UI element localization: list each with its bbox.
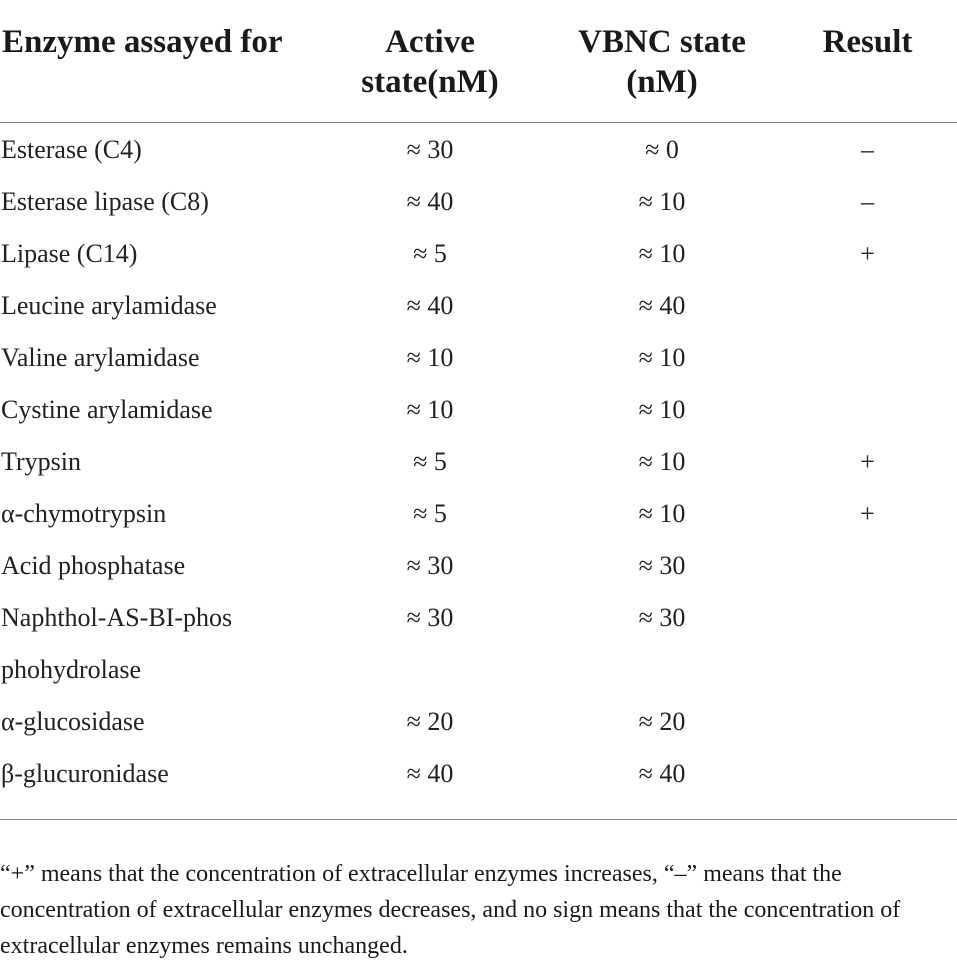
table-row [0, 696, 957, 748]
table-row [0, 384, 957, 436]
result-cell: – [861, 187, 874, 216]
enzyme-cell: α-chymotrypsin [1, 499, 167, 528]
enzyme-cell: Leucine arylamidase [1, 291, 217, 320]
enzyme-cell: Esterase lipase (C8) [1, 187, 209, 216]
vbnc-cell: ≈ 0 [645, 135, 679, 164]
active-cell: ≈ 5 [413, 499, 447, 528]
table-bottom-rule [0, 819, 957, 820]
header-result: Result [822, 24, 913, 60]
active-cell: ≈ 10 [406, 395, 454, 424]
vbnc-cell: ≈ 10 [638, 187, 686, 216]
active-cell: ≈ 5 [413, 239, 447, 268]
table-header [0, 0, 957, 123]
enzyme-cell: Cystine arylamidase [1, 395, 213, 424]
enzyme-cell: Naphthol-AS-BI-phosphohydrolase [1, 603, 233, 684]
vbnc-cell: ≈ 10 [638, 447, 686, 476]
active-cell: ≈ 5 [413, 447, 447, 476]
header-vbnc-state: VBNC state (nM) [578, 24, 746, 100]
result-cell: + [860, 239, 875, 268]
header-active-state: Active state(nM) [361, 24, 499, 100]
table-row [0, 592, 957, 696]
active-cell: ≈ 10 [406, 343, 454, 372]
active-cell: ≈ 30 [406, 551, 454, 580]
table-row [0, 540, 957, 592]
active-cell: ≈ 40 [406, 759, 454, 788]
vbnc-cell: ≈ 40 [638, 291, 686, 320]
enzyme-cell: β-glucuronidase [1, 759, 169, 788]
active-cell: ≈ 20 [406, 707, 454, 736]
enzyme-cell: Valine arylamidase [1, 343, 200, 372]
table-row [0, 436, 957, 488]
header-enzyme: Enzyme assayed for [2, 24, 283, 60]
enzyme-cell: Trypsin [1, 447, 81, 476]
vbnc-cell: ≈ 40 [638, 759, 686, 788]
enzyme-cell: Lipase (C14) [1, 239, 138, 268]
active-cell: ≈ 30 [406, 603, 454, 632]
vbnc-cell: ≈ 20 [638, 707, 686, 736]
table-row [0, 332, 957, 384]
enzyme-cell: α-glucosidase [1, 707, 145, 736]
vbnc-cell: ≈ 10 [638, 343, 686, 372]
enzyme-cell: Esterase (C4) [1, 135, 142, 164]
active-cell: ≈ 40 [406, 291, 454, 320]
table-body [0, 123, 957, 800]
vbnc-cell: ≈ 30 [638, 551, 686, 580]
table-row [0, 228, 957, 280]
result-cell: + [860, 499, 875, 528]
vbnc-cell: ≈ 30 [638, 603, 686, 632]
table-footnote: “+” means that the concentration of extracellular enzymes increases, “–” means that the concentration of extracellular enzymes decreases, and no sign means that the concentration of extracellular enzymes remains unchanged. [0, 861, 901, 959]
active-cell: ≈ 30 [406, 135, 454, 164]
active-cell: ≈ 40 [406, 187, 454, 216]
result-cell: – [861, 135, 874, 164]
table-row [0, 124, 957, 176]
table-row [0, 488, 957, 540]
vbnc-cell: ≈ 10 [638, 395, 686, 424]
result-cell: + [860, 447, 875, 476]
table-row [0, 748, 957, 800]
vbnc-cell: ≈ 10 [638, 499, 686, 528]
table-row [0, 280, 957, 332]
enzyme-cell: Acid phosphatase [1, 551, 186, 580]
table-row [0, 176, 957, 228]
vbnc-cell: ≈ 10 [638, 239, 686, 268]
